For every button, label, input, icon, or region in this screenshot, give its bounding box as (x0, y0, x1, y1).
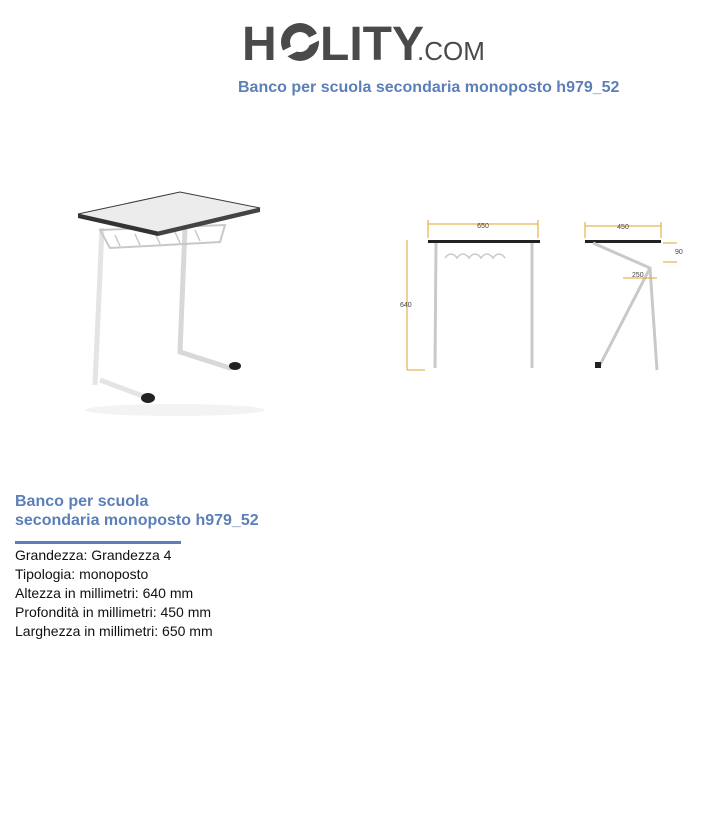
spec-depth: Profondità in millimetri: 450 mm (15, 604, 212, 620)
dim-top-label: 90 (675, 249, 683, 256)
logo-o-mark (280, 23, 320, 61)
logo-letters-lity: LITY (320, 18, 424, 70)
dim-height-label: 640 (400, 302, 412, 309)
title-underline (15, 541, 181, 544)
spec-height: Altezza in millimetri: 640 mm (15, 585, 194, 601)
holity-logo (240, 10, 500, 70)
page-title: Banco per scuola secondaria monoposto h979_52 (238, 79, 620, 96)
product-title-line-2: secondaria monoposto h979_52 (15, 512, 259, 529)
product-title-line-1: Banco per scuola (15, 493, 149, 510)
spec-list (15, 546, 213, 641)
spec-type: Tipologia: monoposto (15, 566, 149, 582)
dim-depth-label: 450 (617, 224, 629, 231)
logo-suffix: .COM (417, 36, 485, 66)
front-view (400, 220, 540, 370)
product-photo (60, 180, 290, 420)
dim-width-label: 650 (477, 223, 489, 230)
spec-width: Larghezza in millimetri: 650 mm (15, 623, 213, 639)
spec-size: Grandezza: Grandezza 4 (15, 547, 172, 563)
side-view (585, 222, 683, 370)
logo-letter-h: H (242, 18, 277, 70)
product-title (15, 492, 295, 530)
dimension-drawing (395, 210, 695, 385)
dim-inner-label: 250 (632, 272, 644, 279)
